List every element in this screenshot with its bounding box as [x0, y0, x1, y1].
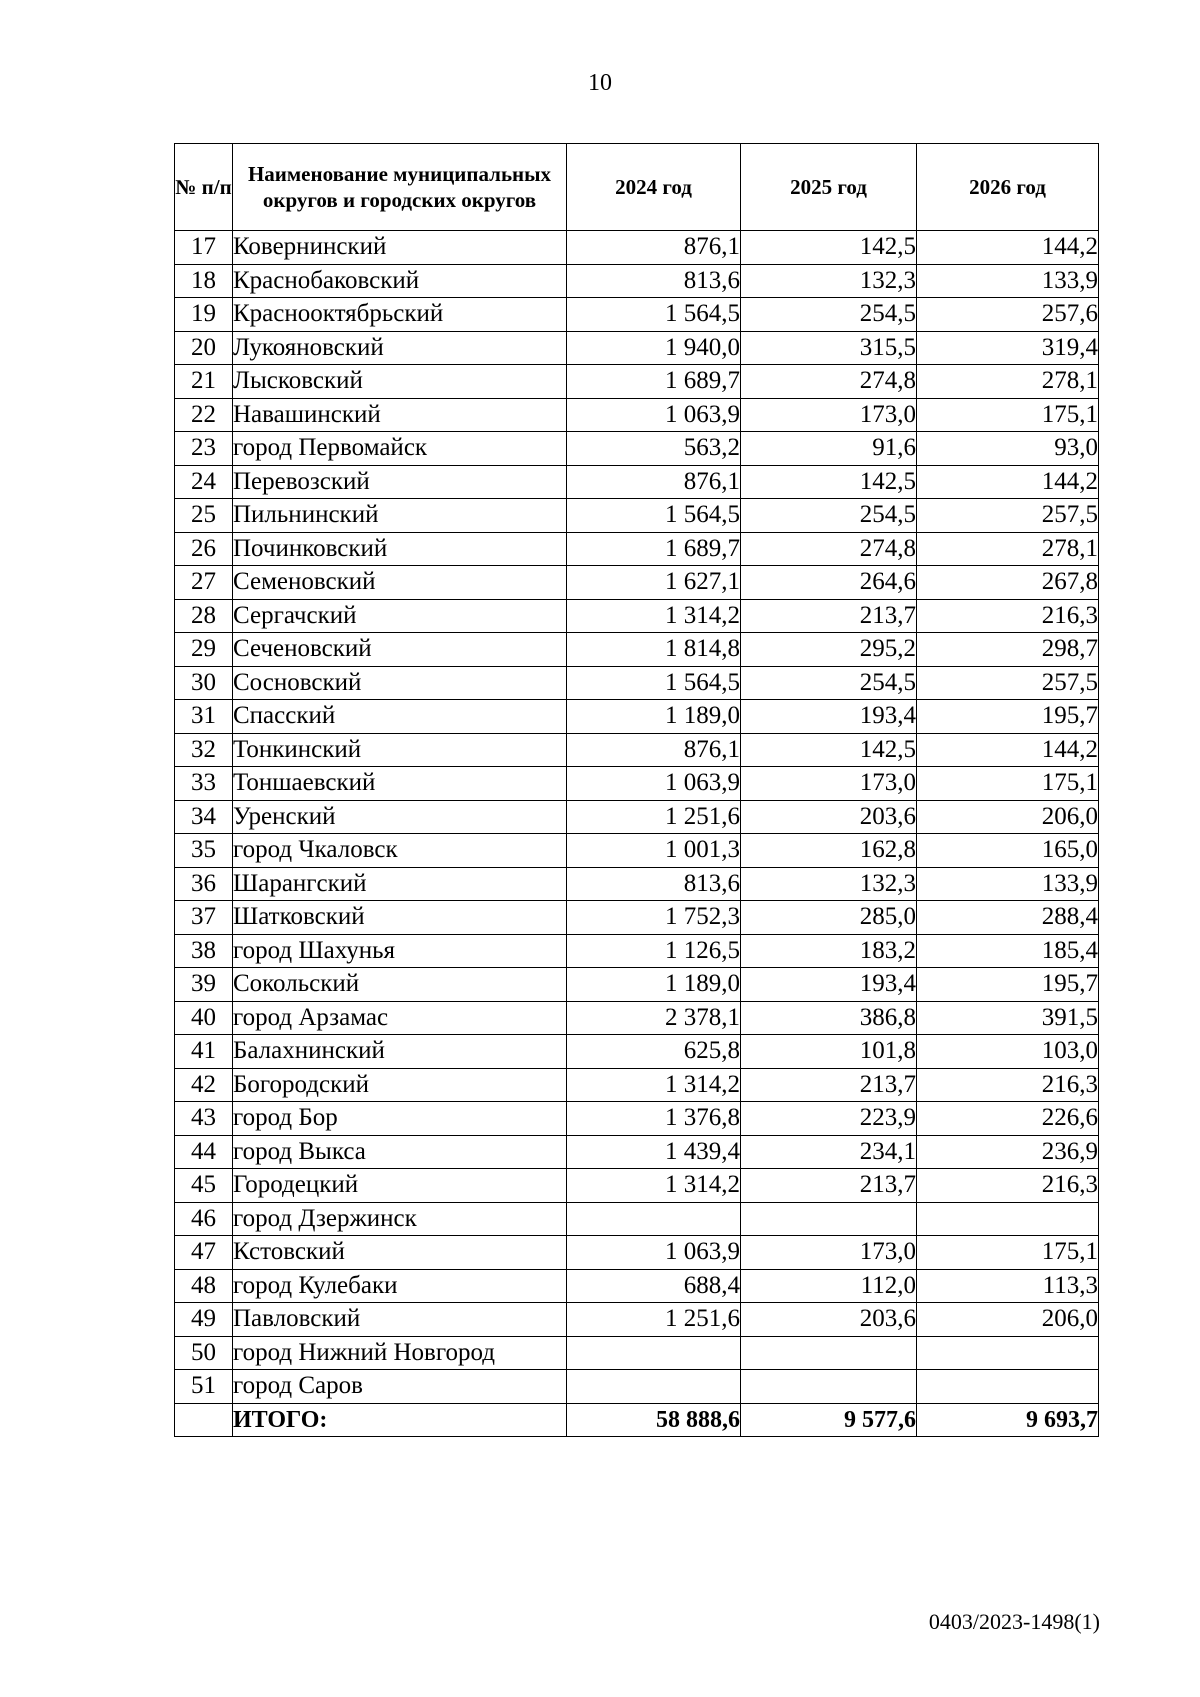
row-value-2025: 213,7 — [741, 1169, 917, 1203]
row-value-2024: 1 940,0 — [567, 331, 741, 365]
row-value-2026: 144,2 — [917, 465, 1099, 499]
row-number: 24 — [175, 465, 233, 499]
row-value-2024: 1 752,3 — [567, 901, 741, 935]
row-value-2026 — [917, 1370, 1099, 1404]
row-value-2026: 319,4 — [917, 331, 1099, 365]
table-row — [175, 499, 1099, 533]
row-value-2026: 288,4 — [917, 901, 1099, 935]
row-value-2024: 1 189,0 — [567, 700, 741, 734]
table-row — [175, 733, 1099, 767]
row-number: 44 — [175, 1135, 233, 1169]
row-name: Тонкинский — [233, 733, 567, 767]
row-value-2025: 183,2 — [741, 934, 917, 968]
row-value-2025: 112,0 — [741, 1269, 917, 1303]
header-name: Наименование муниципальных округов и городских округов — [233, 144, 567, 231]
table-row — [175, 1202, 1099, 1236]
table-row — [175, 566, 1099, 600]
row-number: 35 — [175, 834, 233, 868]
table-row — [175, 1001, 1099, 1035]
table-row — [175, 599, 1099, 633]
row-value-2024: 563,2 — [567, 432, 741, 466]
row-value-2024: 688,4 — [567, 1269, 741, 1303]
table-row — [175, 298, 1099, 332]
row-value-2025: 295,2 — [741, 633, 917, 667]
row-number: 25 — [175, 499, 233, 533]
row-value-2026: 133,9 — [917, 867, 1099, 901]
row-value-2026: 133,9 — [917, 264, 1099, 298]
row-name: Городецкий — [233, 1169, 567, 1203]
row-number: 46 — [175, 1202, 233, 1236]
row-value-2026: 267,8 — [917, 566, 1099, 600]
row-value-2024: 1 314,2 — [567, 1169, 741, 1203]
row-value-2024: 1 126,5 — [567, 934, 741, 968]
row-name: город Дзержинск — [233, 1202, 567, 1236]
page-number: 10 — [588, 70, 612, 96]
row-value-2026: 216,3 — [917, 1068, 1099, 1102]
table-header-row — [175, 144, 1099, 231]
row-value-2026: 257,5 — [917, 666, 1099, 700]
row-value-2024: 2 378,1 — [567, 1001, 741, 1035]
table-row — [175, 465, 1099, 499]
table-row — [175, 1236, 1099, 1270]
row-value-2025: 91,6 — [741, 432, 917, 466]
table-row — [175, 398, 1099, 432]
row-value-2026: 144,2 — [917, 231, 1099, 265]
row-value-2024: 1 376,8 — [567, 1102, 741, 1136]
table-row — [175, 1336, 1099, 1370]
row-number: 40 — [175, 1001, 233, 1035]
row-value-2025: 274,8 — [741, 532, 917, 566]
row-value-2026: 175,1 — [917, 398, 1099, 432]
table-row — [175, 365, 1099, 399]
row-value-2024: 1 627,1 — [567, 566, 741, 600]
row-value-2025: 142,5 — [741, 465, 917, 499]
row-value-2026: 93,0 — [917, 432, 1099, 466]
table-row — [175, 532, 1099, 566]
row-name: Починковский — [233, 532, 567, 566]
table-row — [175, 934, 1099, 968]
header-2025: 2025 год — [741, 144, 917, 231]
table-row — [175, 767, 1099, 801]
row-value-2024 — [567, 1370, 741, 1404]
row-name: город Шахунья — [233, 934, 567, 968]
row-value-2026 — [917, 1202, 1099, 1236]
row-name: город Саров — [233, 1370, 567, 1404]
row-number: 37 — [175, 901, 233, 935]
row-name: Семеновский — [233, 566, 567, 600]
table-row — [175, 1169, 1099, 1203]
row-value-2024: 1 063,9 — [567, 1236, 741, 1270]
row-number: 21 — [175, 365, 233, 399]
row-value-2026: 103,0 — [917, 1035, 1099, 1069]
data-table — [174, 143, 1099, 1437]
row-value-2026: 165,0 — [917, 834, 1099, 868]
table-row — [175, 800, 1099, 834]
table-row — [175, 700, 1099, 734]
row-name: Балахнинский — [233, 1035, 567, 1069]
row-number: 36 — [175, 867, 233, 901]
row-name: Лукояновский — [233, 331, 567, 365]
row-value-2025: 254,5 — [741, 298, 917, 332]
row-value-2025: 142,5 — [741, 733, 917, 767]
row-value-2026: 391,5 — [917, 1001, 1099, 1035]
row-value-2025: 101,8 — [741, 1035, 917, 1069]
row-name: Перевозский — [233, 465, 567, 499]
row-name: Лысковский — [233, 365, 567, 399]
row-value-2026: 206,0 — [917, 1303, 1099, 1337]
row-value-2025: 203,6 — [741, 1303, 917, 1337]
row-value-2024 — [567, 1336, 741, 1370]
row-value-2026: 113,3 — [917, 1269, 1099, 1303]
table-row — [175, 1035, 1099, 1069]
row-value-2024: 1 001,3 — [567, 834, 741, 868]
row-value-2026: 144,2 — [917, 733, 1099, 767]
total-value-2024: 58 888,6 — [567, 1403, 741, 1437]
row-value-2025: 132,3 — [741, 867, 917, 901]
total-row — [175, 1403, 1099, 1437]
row-number: 49 — [175, 1303, 233, 1337]
row-name: Богородский — [233, 1068, 567, 1102]
table-row — [175, 331, 1099, 365]
row-name: город Выкса — [233, 1135, 567, 1169]
row-name: Сокольский — [233, 968, 567, 1002]
total-number — [175, 1403, 233, 1437]
row-value-2026: 278,1 — [917, 365, 1099, 399]
row-name: Пильнинский — [233, 499, 567, 533]
row-value-2024: 813,6 — [567, 264, 741, 298]
table-body — [175, 231, 1099, 1437]
row-name: Уренский — [233, 800, 567, 834]
table-row — [175, 1135, 1099, 1169]
row-value-2025: 213,7 — [741, 599, 917, 633]
row-value-2025: 264,6 — [741, 566, 917, 600]
row-name: город Кулебаки — [233, 1269, 567, 1303]
row-name: Спасский — [233, 700, 567, 734]
row-number: 23 — [175, 432, 233, 466]
row-value-2025: 254,5 — [741, 666, 917, 700]
row-number: 28 — [175, 599, 233, 633]
row-name: Кстовский — [233, 1236, 567, 1270]
row-value-2026: 206,0 — [917, 800, 1099, 834]
row-number: 26 — [175, 532, 233, 566]
row-value-2024: 1 314,2 — [567, 599, 741, 633]
row-value-2024: 1 689,7 — [567, 365, 741, 399]
row-number: 18 — [175, 264, 233, 298]
row-value-2024: 1 564,5 — [567, 298, 741, 332]
row-name: Сергачский — [233, 599, 567, 633]
row-value-2024 — [567, 1202, 741, 1236]
row-value-2026: 257,6 — [917, 298, 1099, 332]
row-number: 27 — [175, 566, 233, 600]
table-row — [175, 968, 1099, 1002]
row-value-2025: 285,0 — [741, 901, 917, 935]
document-code: 0403/2023-1498(1) — [928, 1609, 1100, 1634]
row-value-2024: 1 189,0 — [567, 968, 741, 1002]
row-number: 19 — [175, 298, 233, 332]
row-number: 38 — [175, 934, 233, 968]
row-name: Тоншаевский — [233, 767, 567, 801]
row-value-2024: 876,1 — [567, 733, 741, 767]
table-row — [175, 901, 1099, 935]
row-name: Навашинский — [233, 398, 567, 432]
total-value-2025: 9 577,6 — [741, 1403, 917, 1437]
table-row — [175, 666, 1099, 700]
row-value-2025: 132,3 — [741, 264, 917, 298]
row-number: 41 — [175, 1035, 233, 1069]
row-value-2025: 162,8 — [741, 834, 917, 868]
row-name: Шарангский — [233, 867, 567, 901]
header-2026: 2026 год — [917, 144, 1099, 231]
row-value-2025: 173,0 — [741, 767, 917, 801]
row-value-2026: 216,3 — [917, 1169, 1099, 1203]
row-value-2025 — [741, 1336, 917, 1370]
row-number: 47 — [175, 1236, 233, 1270]
row-number: 20 — [175, 331, 233, 365]
row-number: 50 — [175, 1336, 233, 1370]
row-number: 30 — [175, 666, 233, 700]
table-row — [175, 867, 1099, 901]
row-value-2025: 193,4 — [741, 968, 917, 1002]
row-number: 45 — [175, 1169, 233, 1203]
row-value-2026: 226,6 — [917, 1102, 1099, 1136]
table-row — [175, 633, 1099, 667]
row-value-2026: 298,7 — [917, 633, 1099, 667]
row-number: 39 — [175, 968, 233, 1002]
row-number: 42 — [175, 1068, 233, 1102]
row-value-2024: 1 063,9 — [567, 767, 741, 801]
row-value-2025: 234,1 — [741, 1135, 917, 1169]
table-row — [175, 1102, 1099, 1136]
row-value-2026 — [917, 1336, 1099, 1370]
row-value-2026: 175,1 — [917, 767, 1099, 801]
row-value-2024: 1 251,6 — [567, 1303, 741, 1337]
row-value-2025: 315,5 — [741, 331, 917, 365]
row-value-2024: 1 814,8 — [567, 633, 741, 667]
row-value-2026: 195,7 — [917, 700, 1099, 734]
row-value-2025: 254,5 — [741, 499, 917, 533]
row-value-2024: 1 439,4 — [567, 1135, 741, 1169]
row-number: 33 — [175, 767, 233, 801]
row-value-2024: 1 689,7 — [567, 532, 741, 566]
row-number: 51 — [175, 1370, 233, 1404]
row-value-2024: 1 063,9 — [567, 398, 741, 432]
row-name: город Первомайск — [233, 432, 567, 466]
row-value-2024: 876,1 — [567, 465, 741, 499]
row-value-2026: 236,9 — [917, 1135, 1099, 1169]
row-name: Шатковский — [233, 901, 567, 935]
row-name: город Арзамас — [233, 1001, 567, 1035]
table-row — [175, 231, 1099, 265]
row-number: 32 — [175, 733, 233, 767]
row-number: 29 — [175, 633, 233, 667]
row-value-2026: 195,7 — [917, 968, 1099, 1002]
row-value-2025: 173,0 — [741, 398, 917, 432]
row-value-2025 — [741, 1202, 917, 1236]
row-value-2026: 185,4 — [917, 934, 1099, 968]
row-name: Павловский — [233, 1303, 567, 1337]
row-number: 31 — [175, 700, 233, 734]
row-value-2024: 1 251,6 — [567, 800, 741, 834]
row-name: город Бор — [233, 1102, 567, 1136]
row-value-2025: 203,6 — [741, 800, 917, 834]
table-row — [175, 1370, 1099, 1404]
row-value-2025: 274,8 — [741, 365, 917, 399]
row-number: 43 — [175, 1102, 233, 1136]
row-value-2025: 142,5 — [741, 231, 917, 265]
row-name: Сосновский — [233, 666, 567, 700]
row-value-2025: 173,0 — [741, 1236, 917, 1270]
row-value-2026: 257,5 — [917, 499, 1099, 533]
row-value-2025: 223,9 — [741, 1102, 917, 1136]
row-value-2024: 876,1 — [567, 231, 741, 265]
row-number: 48 — [175, 1269, 233, 1303]
row-value-2025: 193,4 — [741, 700, 917, 734]
table-row — [175, 834, 1099, 868]
row-value-2026: 175,1 — [917, 1236, 1099, 1270]
row-number: 34 — [175, 800, 233, 834]
row-value-2025 — [741, 1370, 917, 1404]
row-value-2024: 1 314,2 — [567, 1068, 741, 1102]
row-value-2025: 213,7 — [741, 1068, 917, 1102]
row-value-2026: 216,3 — [917, 599, 1099, 633]
table-row — [175, 1068, 1099, 1102]
table-row — [175, 432, 1099, 466]
row-value-2024: 813,6 — [567, 867, 741, 901]
row-name: Сеченовский — [233, 633, 567, 667]
row-number: 17 — [175, 231, 233, 265]
row-value-2026: 278,1 — [917, 532, 1099, 566]
row-name: Краснооктябрьский — [233, 298, 567, 332]
row-number: 22 — [175, 398, 233, 432]
row-value-2024: 1 564,5 — [567, 666, 741, 700]
row-value-2024: 625,8 — [567, 1035, 741, 1069]
row-name: город Чкаловск — [233, 834, 567, 868]
table-row — [175, 264, 1099, 298]
total-value-2026: 9 693,7 — [917, 1403, 1099, 1437]
row-name: Ковернинский — [233, 231, 567, 265]
header-2024: 2024 год — [567, 144, 741, 231]
header-num: № п/п — [175, 144, 233, 231]
row-name: город Нижний Новгород — [233, 1336, 567, 1370]
row-name: Краснобаковский — [233, 264, 567, 298]
row-value-2025: 386,8 — [741, 1001, 917, 1035]
table-row — [175, 1303, 1099, 1337]
row-value-2024: 1 564,5 — [567, 499, 741, 533]
table-row — [175, 1269, 1099, 1303]
total-label: ИТОГО: — [233, 1403, 567, 1437]
